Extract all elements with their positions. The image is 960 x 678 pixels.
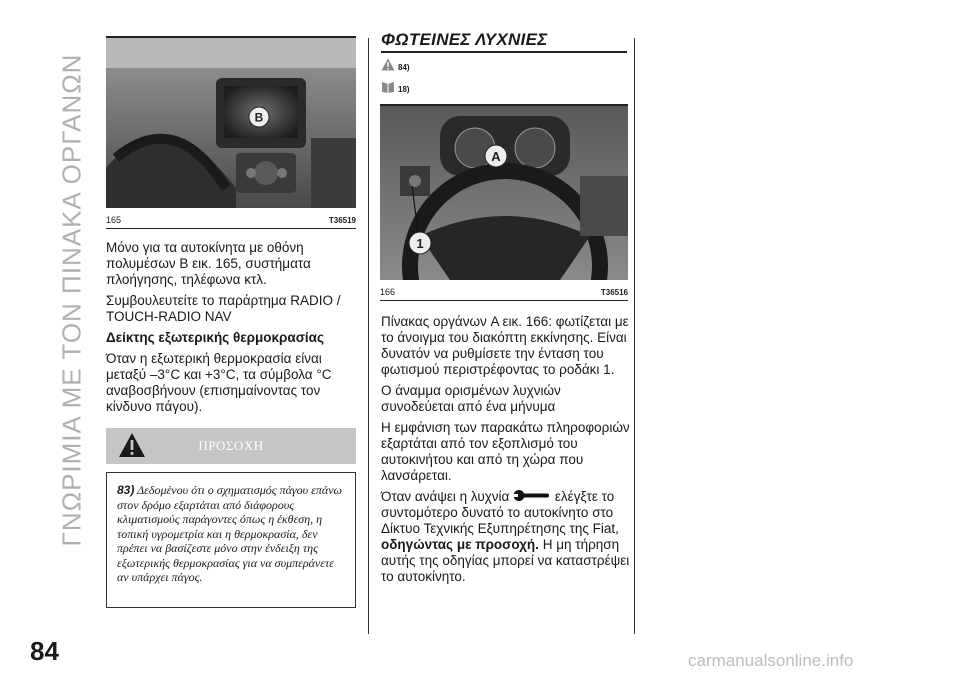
chapter-side-title: ΓΝΩΡΙΜΙΑ ΜΕ ΤΟΝ ΠΙΝΑΚΑ ΟΡΓΑΝΩΝ: [56, 53, 87, 547]
warning-label: ΠΡΟΣΟΧΗ: [198, 438, 264, 453]
figure-number: 165: [106, 215, 122, 225]
figure-165: [106, 36, 356, 229]
warning-box: [106, 472, 356, 608]
dashboard-photo: [106, 38, 356, 208]
paragraph: Όταν ανάψει η λυχνία ελέγξτε το συντομότερο δυνατό το αυτοκίνητο στο Δίκτυο Τεχνικής Εξυπηρέτησης της Fiat, οδηγώντας με προσοχή. Η μη τήρηση αυτής της οδηγίας μπορεί να καταστρέψει το αυτοκίνητο.: [381, 489, 630, 584]
right-column-text: [381, 314, 631, 590]
manual-book-icon: [381, 80, 395, 93]
figure-code: T36519: [328, 216, 356, 225]
marker-a: A: [491, 149, 501, 164]
figure-166: [380, 104, 628, 301]
paragraph: Πίνακας οργάνων A εικ. 166: φωτίζεται με το άνοιγμα του διακόπτη εκκίνησης. Είναι δυνατόν να ρυθμίσετε την ένταση του φωτισμού περιστρέφοντας το ροδάκι 1.: [381, 314, 629, 377]
paragraph: Συμβουλευτείτε το παράρτημα RADIO / TOUCH-RADIO NAV: [106, 293, 341, 324]
paragraph: Ο άναμμα ορισμένων λυχνιών συνοδεύεται από ένα μήνυμα: [381, 383, 561, 414]
paragraph: Η εμφάνιση των παρακάτω πληροφοριών εξαρτάται από τον εξοπλισμό του αυτοκινήτου και από τη χώρα που λανσάρεται.: [381, 420, 630, 483]
warning-text: Δεδομένου ότι ο σχηματισμός πάγου επάνω στον δρόμο εξαρτάται από διάφορους κλιματισμούς παράγοντες όπως η έκθεση, η τοπική υγρομετρία και η θερμοκρασία, δεν πρέπει να βασίζεστε μόνο στην ένδειξη της εξωτερικής θερμοκρασίας για να συμπεράνετε αν υπάρχει πάγος.: [117, 483, 343, 584]
steering-wheel-photo: [380, 106, 628, 280]
warning-ref: 83): [117, 483, 135, 497]
page-number: 84: [30, 636, 59, 666]
column-divider-right: [634, 38, 635, 634]
paragraph: Μόνο για τα αυτοκίνητα με οθόνη πολυμέσων B εικ. 165, συστήματα πλοήγησης, τηλέφωνα κτλ.: [106, 240, 311, 287]
wrench-service-icon: [513, 489, 551, 502]
paragraph: Όταν η εξωτερική θερμοκρασία είναι μεταξύ –3°C και +3°C, τα σύμβολα °C αναβοσβήνουν (επισημαίνοντας τον κίνδυνο πάγου).: [106, 351, 332, 414]
figure-code: T36516: [600, 288, 628, 297]
reference-18: 18): [398, 85, 410, 94]
watermark: carmanualsonline.info: [688, 651, 854, 670]
warning-banner: [106, 428, 356, 464]
section-title: ΦΩΤΕΙΝΕΣ ΛΥΧΝΙΕΣ: [381, 30, 627, 53]
marker-b: B: [254, 110, 264, 125]
left-column-text: [106, 240, 356, 420]
marker-1: 1: [416, 236, 424, 251]
reference-84: 84): [398, 63, 410, 72]
figure-number: 166: [380, 287, 396, 297]
column-divider: [368, 38, 369, 634]
warning-triangle-icon: [381, 58, 395, 71]
section-heading: Δείκτης εξωτερικής θερμοκρασίας: [106, 330, 325, 345]
